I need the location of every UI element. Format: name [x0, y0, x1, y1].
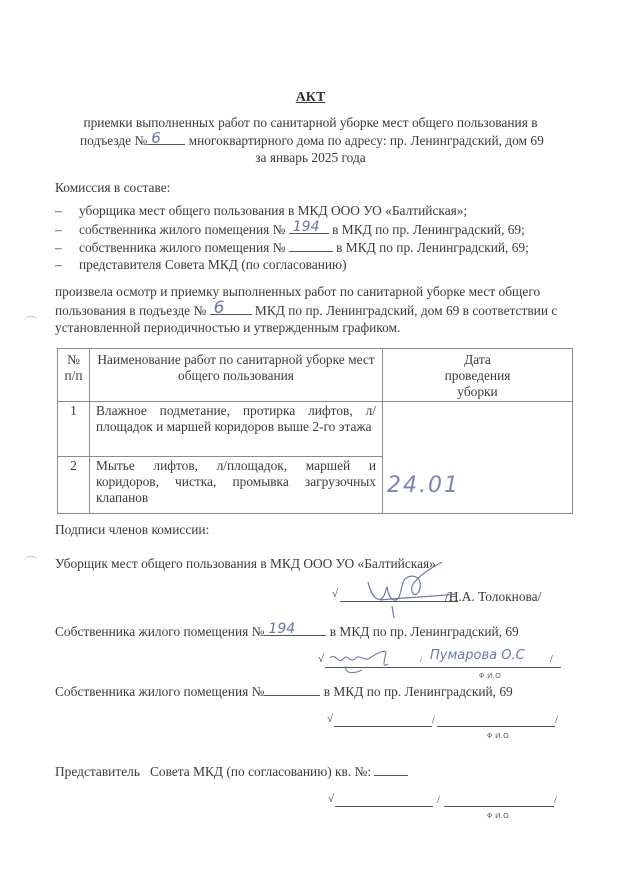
table-row — [58, 402, 573, 457]
cleaner-label: Уборщик мест общего пользования в МКД ООО УО «Балтийская» — [55, 556, 436, 571]
owner1-separator: / — [420, 655, 423, 664]
header-date: Дата проведения уборки — [383, 349, 573, 402]
statement-line-3: установленной периодичностью и утвержденным графиком. — [55, 320, 401, 335]
member-2-apartment-handwritten: 194 — [292, 219, 320, 235]
council-separator: / — [437, 795, 440, 806]
row-num: 2 — [58, 457, 90, 514]
subtitle-line-2 — [80, 129, 544, 149]
works-table — [57, 348, 573, 514]
member-3-apartment-field[interactable] — [289, 239, 333, 252]
owner2-address: в МКД по пр. Ленинградский, 69 — [320, 684, 513, 699]
cleaner-signature-scribble — [360, 560, 460, 620]
owner1-label: Собственника жилого помещения № — [55, 624, 265, 639]
owner2-check-mark: √ — [327, 713, 334, 725]
subtitle-period: за январь 2025 года — [255, 150, 366, 165]
subtitle-line-1: приемки выполненных работ по санитарной уборке мест общего пользования в — [83, 115, 538, 130]
subtitle-address: многоквартирного дома по адресу: пр. Ленинградский, дом 69 — [185, 133, 544, 148]
council-separator-end: / — [554, 795, 557, 806]
header-work-name: Наименование работ по санитарной уборке мест общего пользования — [90, 349, 383, 402]
statement-entrance-label: пользования в подъезде № — [55, 303, 210, 318]
member-3-address: в МКД по пр. Ленинградский, 69; — [332, 240, 529, 255]
owner1-address: в МКД по пр. Ленинградский, 69 — [326, 624, 519, 639]
subtitle-entrance-label: подъезде № — [80, 133, 148, 148]
statement-entrance-field[interactable] — [210, 298, 252, 318]
document-title: АКТ — [295, 90, 326, 105]
council-check-mark: √ — [328, 793, 335, 805]
statement-line-1: произвела осмотр и приемку выполненных работ по санитарной уборке мест общего — [55, 284, 541, 299]
owner2-fio-label: Ф.И.О — [487, 733, 510, 740]
council-line — [55, 763, 408, 780]
member-3-text: собственника жилого помещения № — [79, 240, 289, 255]
signatures-heading: Подписи членов комиссии: — [55, 522, 210, 537]
bullet-dash: – — [55, 222, 62, 237]
owner1-check-mark: √ — [318, 653, 325, 665]
council-fio-label: Ф.И.О — [487, 813, 510, 820]
member-4-text: представителя Совета МКД (по согласованию) — [79, 257, 347, 272]
bullet-dash: – — [55, 203, 62, 218]
owner1-separator-end: / — [550, 654, 553, 665]
row-work-name: Влажное подметание, протирка лифтов, л/площадок и маршей коридоров выше 2-го этажа — [90, 402, 383, 457]
council-signature-line[interactable] — [335, 805, 433, 807]
owner2-line — [55, 683, 513, 700]
table-header-row — [58, 349, 573, 402]
bullet-dash: – — [55, 257, 62, 272]
council-label: Представитель Совета МКД (по согласованию) кв. №: — [55, 764, 372, 779]
row-work-name: Мытье лифтов, л/площадок, маршей и коридоров, чистка, промывка загрузочных клапанов — [90, 457, 383, 514]
owner2-signature-line[interactable] — [334, 725, 432, 727]
row-num: 1 — [58, 402, 90, 457]
owner1-line — [55, 623, 519, 640]
entrance-number-field[interactable] — [147, 129, 185, 147]
owner1-apartment-handwritten: 194 — [268, 621, 296, 637]
header-num: № п/п — [58, 349, 90, 402]
margin-mark — [24, 316, 38, 325]
owner1-fio-label: Ф.И.О — [479, 673, 502, 680]
cleaner-name: /Н.А. Толокнова/ — [445, 589, 542, 604]
statement-line-2 — [55, 298, 558, 319]
statement-entrance-handwritten: 6 — [213, 298, 225, 318]
owner2-label: Собственника жилого помещения № — [55, 684, 265, 699]
council-apartment-field[interactable] — [374, 763, 408, 776]
owner2-apartment-field[interactable] — [264, 683, 320, 696]
owner2-separator: / — [432, 715, 435, 726]
commission-member-3 — [55, 239, 529, 256]
margin-mark — [24, 556, 38, 565]
commission-member-2 — [55, 221, 525, 238]
owner2-separator-end: / — [555, 715, 558, 726]
owner1-apartment-field[interactable] — [264, 623, 326, 636]
council-fio-line[interactable] — [444, 805, 554, 807]
entrance-number-handwritten: 6 — [151, 129, 161, 147]
commission-heading: Комиссия в составе: — [55, 180, 171, 195]
commission-member-1 — [55, 203, 467, 219]
cleaning-date-handwritten: 24.01 — [387, 473, 460, 498]
commission-member-4 — [55, 257, 347, 273]
cleaner-check-mark: √ — [332, 588, 339, 600]
owner1-signature-scribble — [326, 648, 416, 678]
member-2-address: в МКД по пр. Ленинградский, 69; — [328, 222, 525, 237]
member-2-apartment-field[interactable] — [289, 221, 329, 234]
owner1-name-handwritten: Пумарова О.С — [430, 648, 525, 663]
member-1-text: уборщика мест общего пользования в МКД ООО УО «Балтийская»; — [79, 203, 468, 218]
bullet-dash: – — [55, 240, 62, 255]
statement-address: МКД по пр. Ленинградский, дом 69 в соответствии с — [251, 303, 558, 318]
member-2-text: собственника жилого помещения № — [79, 222, 289, 237]
owner2-fio-line[interactable] — [437, 725, 555, 727]
